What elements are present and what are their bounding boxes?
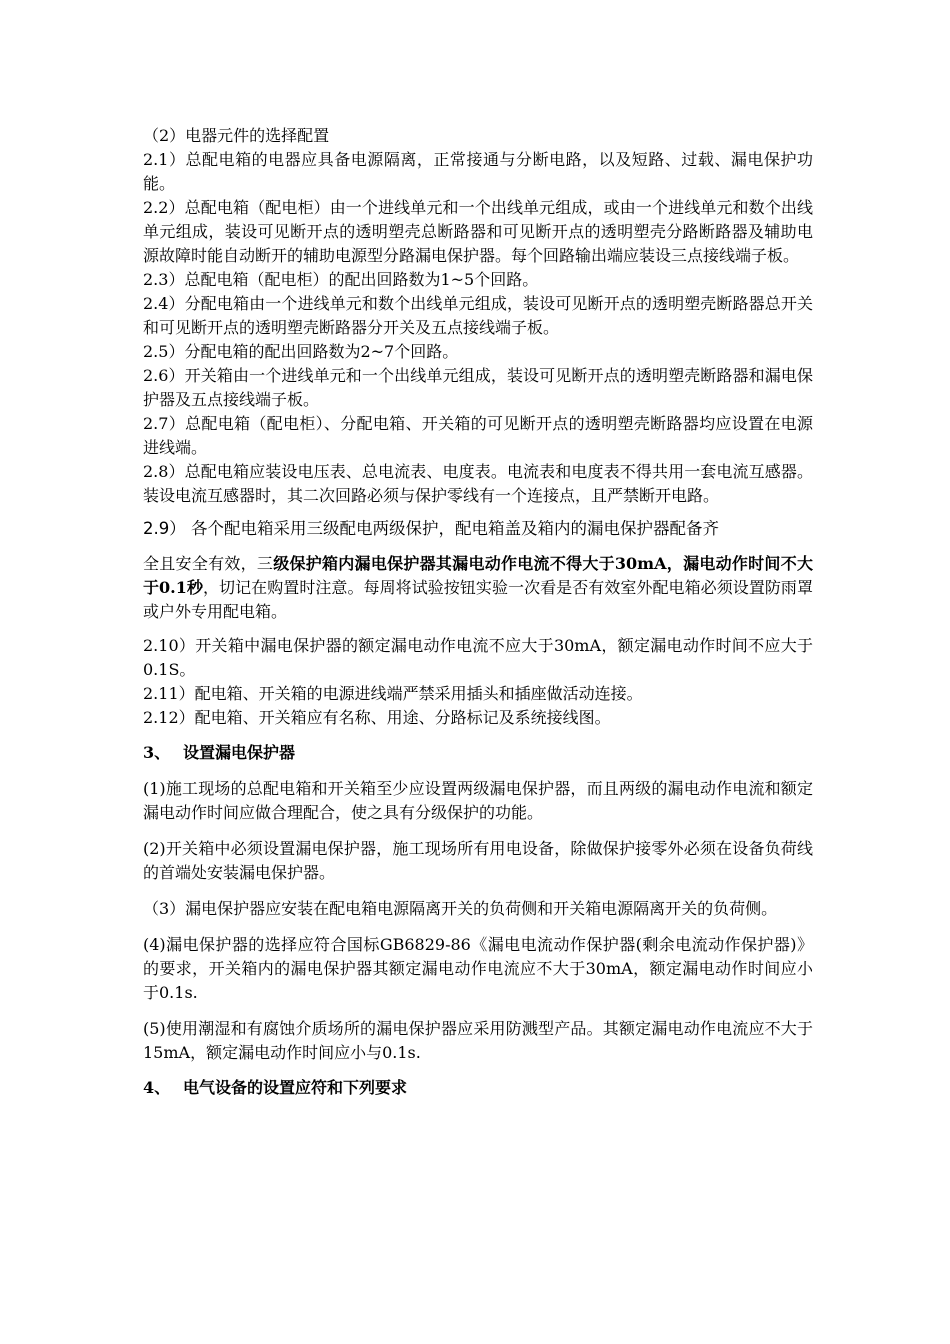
paragraph-2-9-body — [143, 552, 813, 624]
section-3-number: 3、 — [143, 743, 171, 762]
paragraph-2-9-bold: 级保护箱内漏电保护器其漏电动作电流不得大于30mA，漏电动作时间不大于0.1秒 — [143, 554, 813, 597]
paragraph-2-11: 2.11）配电箱、开关箱的电源进线端严禁采用插头和插座做活动连接。 — [143, 684, 643, 703]
paragraph-2-10: 2.10）开关箱中漏电保护器的额定漏电动作电流不应大于30mA，额定漏电动作时间不应大于0.1S。 — [143, 636, 813, 679]
paragraph-2-7: 2.7）总配电箱（配电柜）、分配电箱、开关箱的可见断开点的透明塑壳断路器均应设置在电源进线端。 — [143, 414, 813, 457]
document-body — [143, 124, 813, 1100]
paragraph-2-9-pre: 全且安全有效，三 — [143, 554, 274, 573]
paragraph-2-5: 2.5）分配电箱的配出回路数为2~7个回路。 — [143, 342, 459, 361]
paragraph-2-9-first-line: 各个配电箱采用三级配电两级保护，配电箱盖及箱内的漏电保护器配备齐 — [185, 519, 719, 538]
paragraph-2-8: 2.8）总配电箱应装设电压表、总电流表、电度表。电流表和电度表不得共用一套电流互感器。装设电流互感器时，其二次回路必须与保护零线有一个连接点，且严禁断开电路。 — [143, 462, 813, 505]
section-3-heading — [143, 741, 813, 765]
paragraph-2-9-number: 2.9） — [143, 519, 186, 538]
paragraph-2-9-post: ，切记在购置时注意。每周将试验按钮实验一次看是否有效室外配电箱必须设置防雨罩或户外专用配电箱。 — [143, 578, 813, 621]
paragraph-2-9-line1 — [143, 514, 813, 543]
section-2-title: （2）电器元件的选择配置 — [143, 126, 330, 145]
paragraph-2-4: 2.4）分配电箱由一个进线单元和数个出线单元组成，装设可见断开点的透明塑壳断路器总开关和可见断开点的透明塑壳断路器分开关及五点接线端子板。 — [143, 294, 813, 337]
paragraph-3-1: (1)施工现场的总配电箱和开关箱至少应设置两级漏电保护器，而且两级的漏电动作电流和额定漏电动作时间应做合理配合，使之具有分级保护的功能。 — [143, 779, 813, 822]
paragraph-3-3: （3）漏电保护器应安装在配电箱电源隔离开关的负荷侧和开关箱电源隔离开关的负荷侧。 — [143, 899, 778, 918]
paragraph-3-2: (2)开关箱中必须设置漏电保护器，施工现场所有用电设备，除做保护接零外必须在设备负荷线的首端处安装漏电保护器。 — [143, 839, 813, 882]
paragraph-3-5: (5)使用潮湿和有腐蚀介质场所的漏电保护器应采用防溅型产品。其额定漏电动作电流应不大于15mA，额定漏电动作时间应小与0.1s. — [143, 1019, 813, 1062]
section-4-number: 4、 — [143, 1078, 171, 1097]
paragraph-3-4: (4)漏电保护器的选择应符合国标GB6829-86《漏电电流动作保护器(剩余电流动作保护器)》的要求，开关箱内的漏电保护器其额定漏电动作电流应不大于30mA，额定漏电动作时间应小于0.1s. — [143, 935, 813, 1002]
paragraph-2-6: 2.6）开关箱由一个进线单元和一个出线单元组成，装设可见断开点的透明塑壳断路器和漏电保护器及五点接线端子板。 — [143, 366, 813, 409]
section-4-title: 电气设备的设置应符和下列要求 — [183, 1078, 408, 1097]
section-4-heading — [143, 1076, 813, 1100]
paragraph-2-1: 2.1）总配电箱的电器应具备电源隔离，正常接通与分断电路，以及短路、过载、漏电保护功能。 — [143, 150, 813, 193]
paragraph-2-2: 2.2）总配电箱（配电柜）由一个进线单元和一个出线单元组成，或由一个进线单元和数个出线单元组成，装设可见断开点的透明塑壳总断路器和可见断开点的透明塑壳分路断路器及辅助电源故障时能自动断开的辅助电源型分路漏电保护器。每个回路输出端应装设三点接线端子板。 — [143, 198, 813, 265]
paragraph-2-3: 2.3）总配电箱（配电柜）的配出回路数为1~5个回路。 — [143, 270, 539, 289]
paragraph-2-12: 2.12）配电箱、开关箱应有名称、用途、分路标记及系统接线图。 — [143, 708, 611, 727]
section-3-title: 设置漏电保护器 — [183, 743, 296, 762]
